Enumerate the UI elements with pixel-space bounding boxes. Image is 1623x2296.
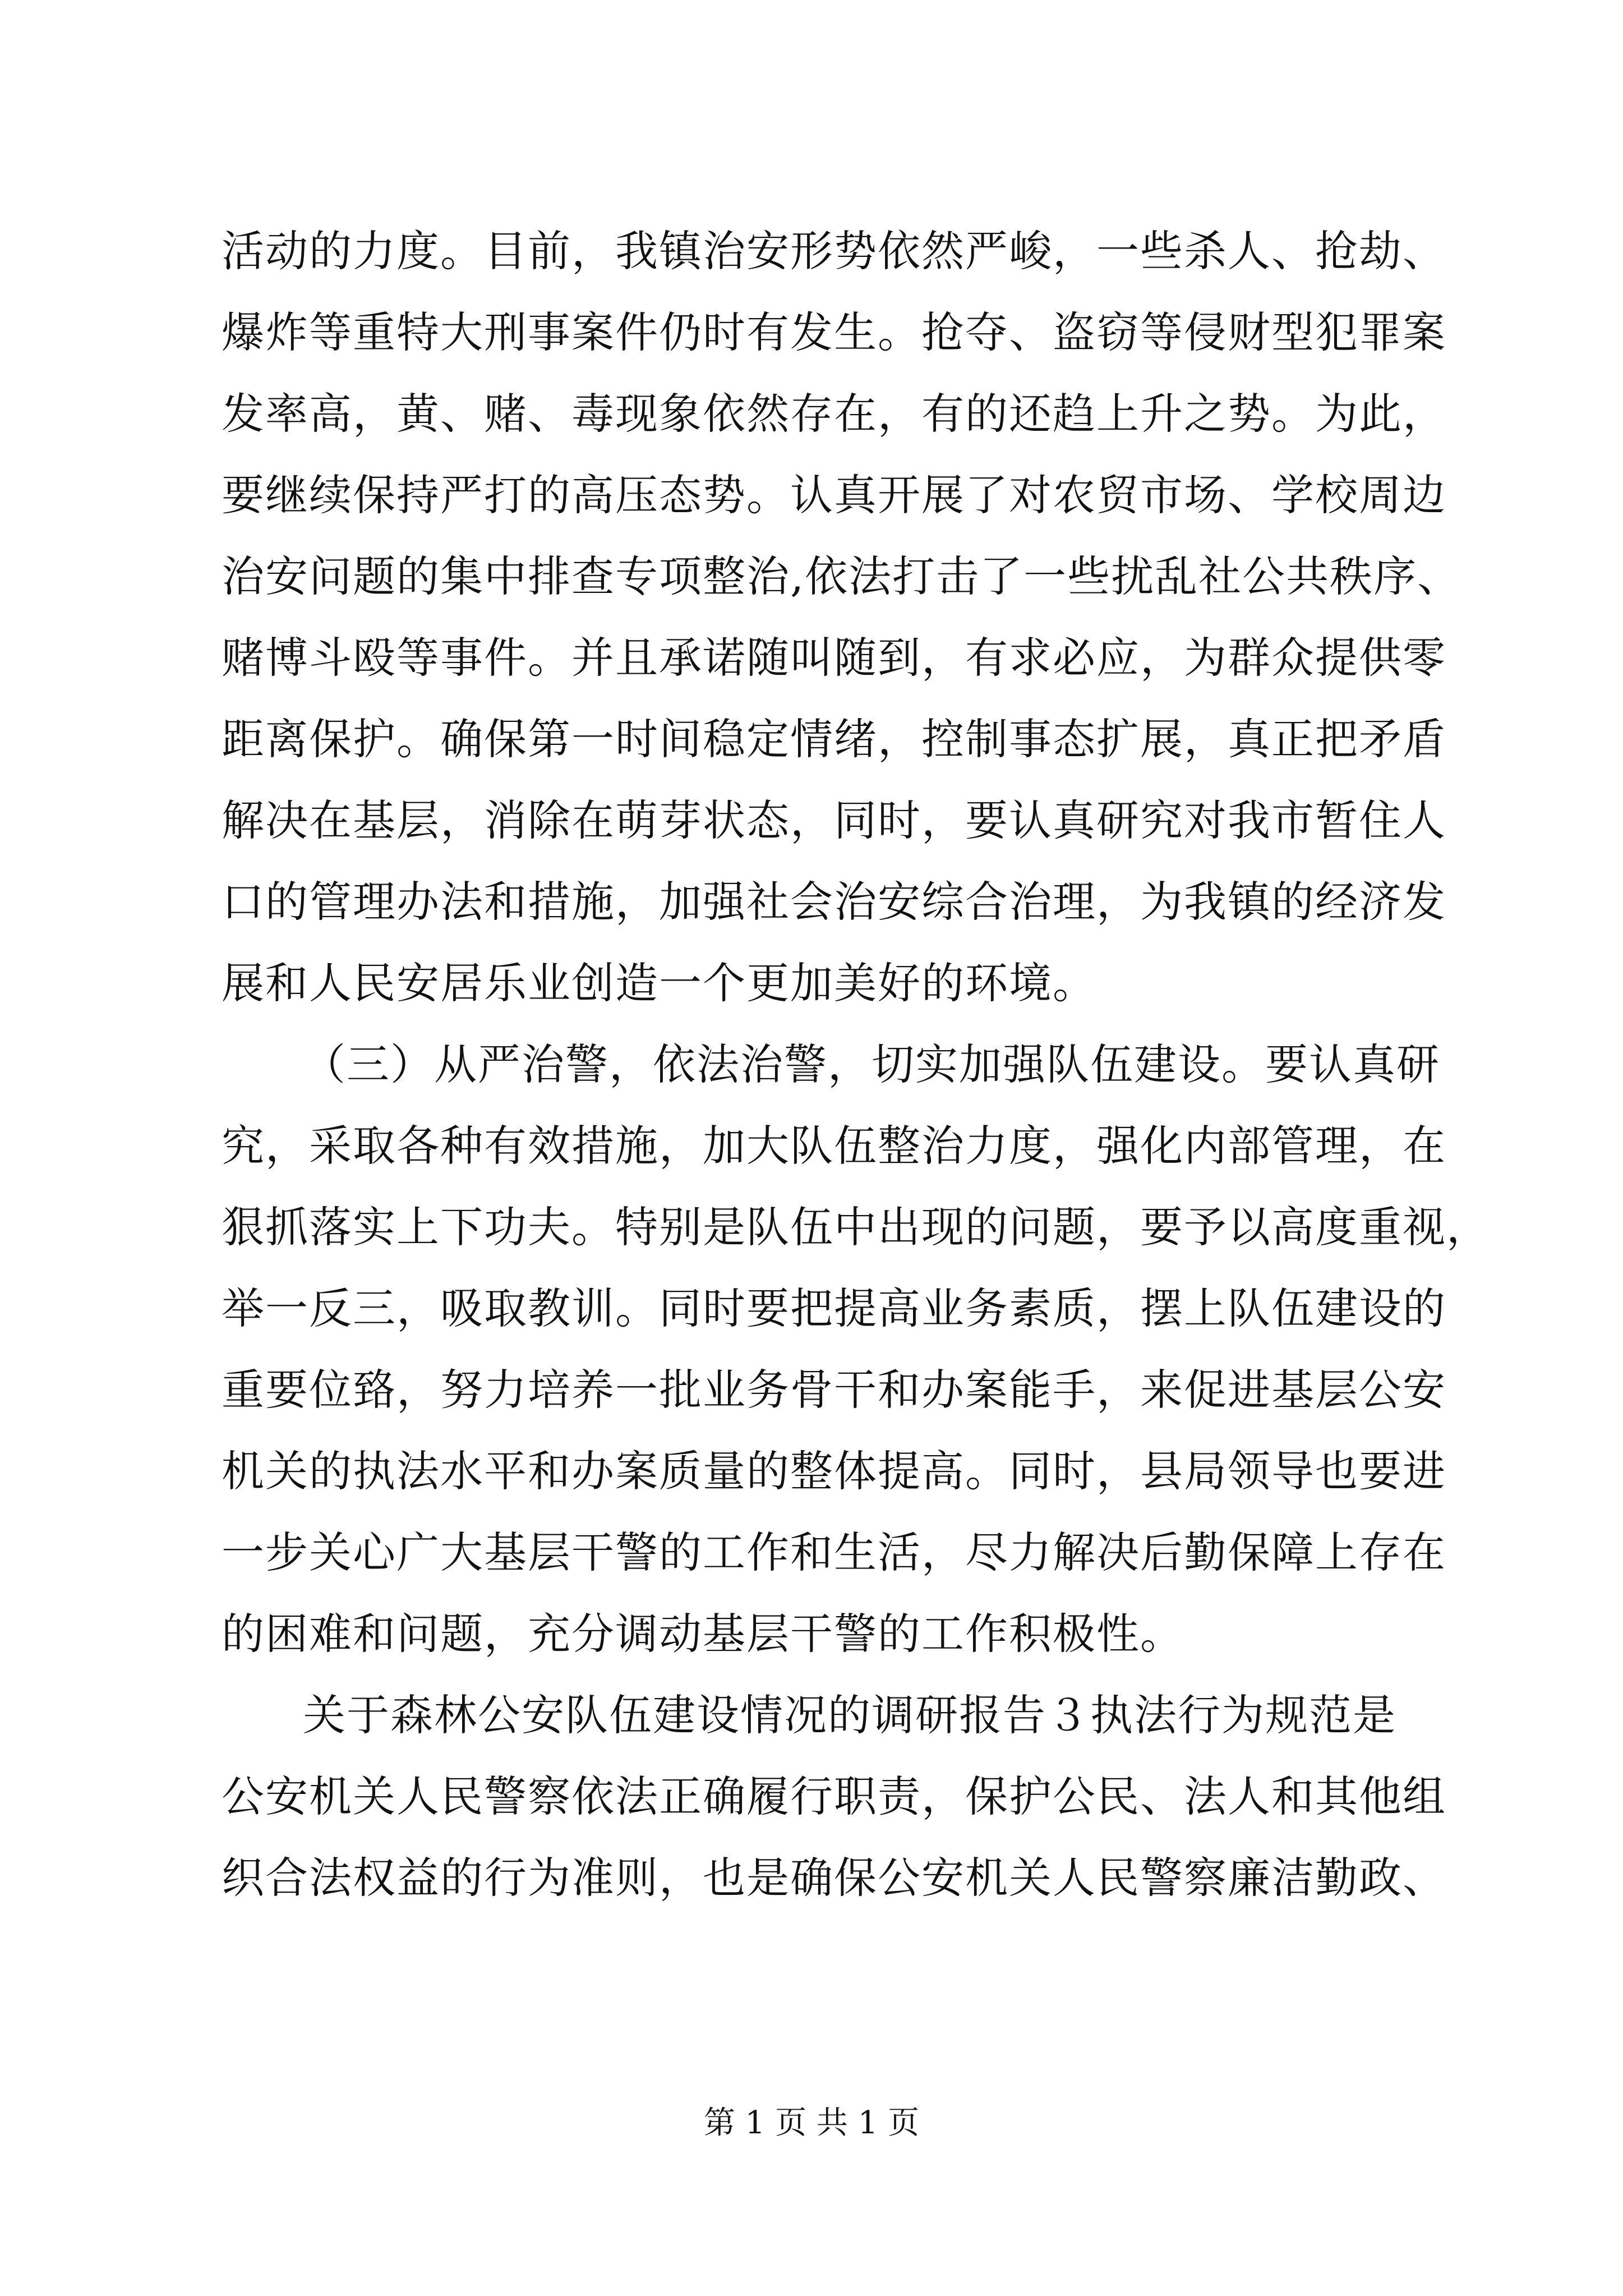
text-line: 举一反三，吸取教训。同时要把提高业务素质，摆上队伍建设的 (222, 1283, 1446, 1333)
text-line: 赌博斗殴等事件。并且承诺随叫随到，有求必应，为群众提供零 (222, 633, 1446, 683)
text-line: 究，采取各种有效措施，加大队伍整治力度，强化内部管理，在 (222, 1121, 1446, 1171)
text-line: 织合法权益的行为准则，也是确保公安机关人民警察廉洁勤政、 (222, 1853, 1446, 1903)
text-line: 口的管理办法和措施，加强社会治安综合治理，为我镇的经济发 (222, 877, 1446, 927)
text-line: 爆炸等重特大刑事案件仍时有发生。抢夺、盗窃等侵财型犯罪案 (222, 307, 1446, 357)
text-line: 一步关心广大基层干警的工作和生活，尽力解决后勤保障上存在 (222, 1527, 1446, 1577)
paragraph-start-line: 关于森林公安队伍建设情况的调研报告３执法行为规范是 (303, 1690, 1396, 1740)
text-line: 要继续保持严打的高压态势。认真开展了对农贸市场、学校周边 (222, 470, 1446, 520)
text-line: 的困难和问题，充分调动基层干警的工作积极性。 (222, 1609, 1184, 1659)
text-line: 公安机关人民警察依法正确履行职责，保护公民、法人和其他组 (222, 1772, 1446, 1821)
text-line: 活动的力度。目前，我镇治安形势依然严峻，一些杀人、抢劫、 (222, 226, 1446, 276)
text-line: 发率高，黄、赌、毒现象依然存在，有的还趋上升之势。为此， (222, 389, 1446, 439)
text-line: 距离保护。确保第一时间稳定情绪，控制事态扩展，真正把矛盾 (222, 714, 1446, 764)
text-line: 治安问题的集中排查专项整治,依法打击了一些扰乱社公共秩序、 (222, 551, 1461, 601)
text-line: 展和人民安居乐业创造一个更加美好的环境。 (222, 958, 1096, 1008)
text-line: 机关的执法水平和办案质量的整体提高。同时，县局领导也要进 (222, 1446, 1446, 1496)
paragraph-start-line: （三）从严治警，依法治警，切实加强队伍建设。要认真研 (303, 1039, 1440, 1089)
page-footer: 第 1 页 共 1 页 (703, 2105, 920, 2141)
text-line: 解决在基层，消除在萌芽状态，同时，要认真研究对我市暂住人 (222, 795, 1446, 845)
text-line: 重要位臵，努力培养一批业务骨干和办案能手，来促进基层公安 (222, 1365, 1446, 1415)
text-line: 狠抓落实上下功夫。特别是队伍中出现的问题，要予以高度重视， (222, 1202, 1490, 1252)
